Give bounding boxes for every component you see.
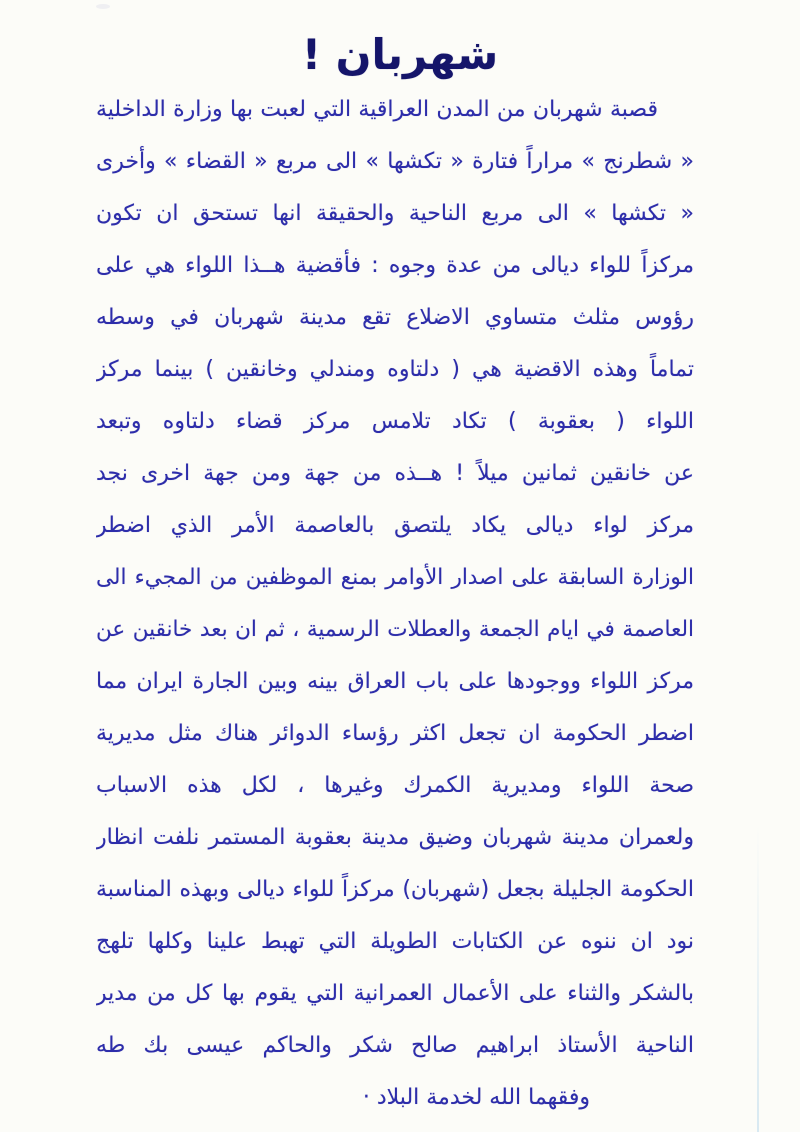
text-line: وفقهما الله لخدمة البلاد ·: [362, 1085, 590, 1110]
text-line: ولعمران مدينة شهربان وضيق مدينة بعقوبة المستمر نلفت انظار: [96, 825, 694, 850]
text-line: « شطرنج » مراراً فتارة « تكشها » الى مربع « القضاء » وأخرى: [96, 149, 694, 174]
text-line: عن خانقين ثمانين ميلاً ! هــذه من جهة ومن جهة اخرى نجد: [96, 461, 694, 486]
text-line: « تكشها » الى مربع الناحية والحقيقة انها تستحق ان تكون: [96, 201, 694, 226]
text-line: العاصمة في ايام الجمعة والعطلات الرسمية ، ثم ان بعد خانقين عن: [96, 617, 694, 642]
text-line: مركز لواء ديالى يكاد يلتصق بالعاصمة الأمر الذي اضطر: [96, 513, 694, 538]
page-title: شهربان !: [301, 30, 499, 80]
text-line: قصبة شهربان من المدن العراقية التي لعبت بها وزارة الداخلية: [96, 97, 658, 122]
text-line: بالشكر والثناء على الأعمال العمرانية التي يقوم بها كل من مدير: [96, 981, 694, 1006]
text-line: مركز اللواء ووجودها على باب العراق بينه وبين الجارة ايران مما: [96, 669, 694, 694]
text-line: الوزارة السابقة على اصدار الأوامر بمنع الموظفين من المجيء الى: [96, 565, 694, 590]
scan-artifact-speck: [96, 4, 110, 9]
text-line: اللواء ( بعقوبة ) تكاد تلامس مركز قضاء دلتاوه وتبعد: [96, 409, 694, 434]
text-line: تماماً وهذه الاقضية هي ( دلتاوه ومندلي وخانقين ) بينما مركز: [96, 357, 694, 382]
text-line: مركزاً للواء ديالى من عدة وجوه : فأقضية هــذا اللواء هي على: [96, 253, 694, 278]
text-line: اضطر الحكومة ان تجعل اكثر رؤساء الدوائر هناك مثل مديرية: [96, 721, 694, 746]
text-line: الحكومة الجليلة بجعل (شهربان) مركزاً للواء ديالى وبهذه المناسبة: [96, 877, 694, 902]
text-line: رؤوس مثلث متساوي الاضلاع تقع مدينة شهربان في وسطه: [96, 305, 694, 330]
article-body: [96, 84, 694, 1124]
text-line: صحة اللواء ومديرية الكمرك وغيرها ، لكل هذه الاسباب: [96, 773, 694, 798]
text-line: نود ان ننوه عن الكتابات الطويلة التي تهبط علينا وكلها تلهج: [96, 929, 694, 954]
text-line: الناحية الأستاذ ابراهيم صالح شكر والحاكم عيسى بك طه: [96, 1033, 694, 1058]
scan-edge-artifact: [757, 822, 759, 1132]
